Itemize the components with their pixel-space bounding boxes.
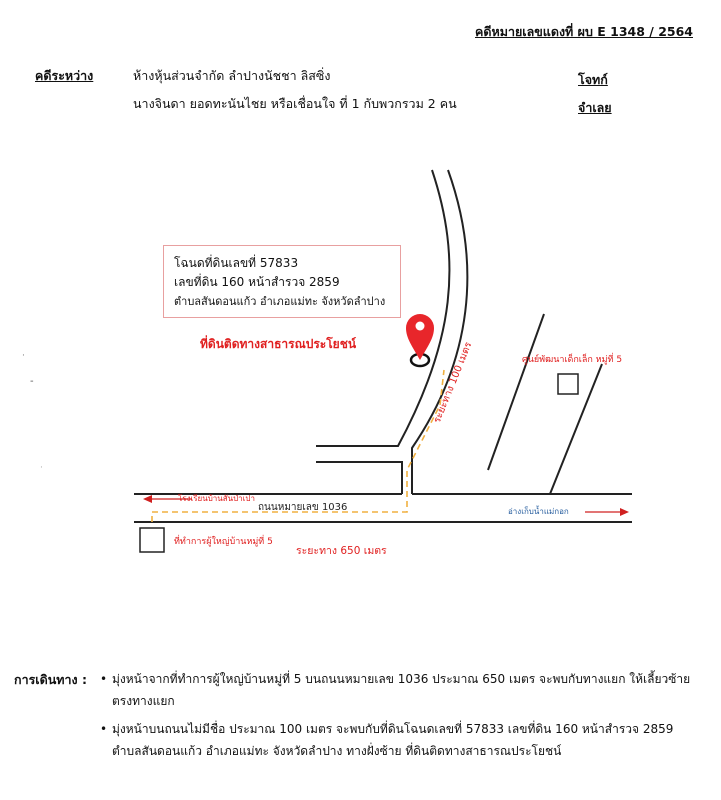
land-deed-box <box>163 245 401 318</box>
defendant-role: จำเลย <box>578 100 612 115</box>
village-office-label: ที่ทำการผู้ใหญ่บ้านหมู่ที่ 5 <box>174 537 273 547</box>
directions-label: การเดินทาง : <box>14 672 87 687</box>
distance-650-label: ระยะทาง 650 เมตร <box>296 545 387 557</box>
location-pin-icon <box>406 314 434 366</box>
village-office-building <box>140 528 164 552</box>
diagonal-road-edge-1 <box>488 314 544 470</box>
diagonal-road-a <box>412 314 544 494</box>
highway-label: ถนนหมายเลข 1036 <box>258 502 348 513</box>
diagonal-road-left <box>492 310 560 494</box>
childcare-center-building <box>558 374 578 394</box>
arrow-right-icon <box>585 508 629 516</box>
svg-text:·: · <box>22 351 25 361</box>
directions-list <box>100 668 700 768</box>
school-direction-label: โรงเรียนบ้านสันป่าเปา <box>178 494 255 503</box>
direction-step-1: • มุ่งหน้าจากที่ทำการผู้ใหญ่บ้านหมู่ที่ 5 บนถนนหมายเลข 1036 ประมาณ 650 เมตร จะพบกับทางแยก ให้เลี้ยวซ้ายตรงทางแยก <box>100 668 700 712</box>
distance-100-label: ระยะทาง 100 เมตร <box>431 340 475 425</box>
defendant-name: นางจินดา ยอดทะนันไชย หรือเชื่อนใจ ที่ 1 กับพวกรวม 2 คน <box>133 96 457 111</box>
svg-text:·: · <box>40 463 43 473</box>
diagonal-road-left-2 <box>528 314 544 494</box>
childcare-center-label: ศูนย์พัฒนาเด็กเล็ก หมู่ที่ 5 <box>522 355 623 365</box>
diagonal-road-edge-2 <box>412 470 488 494</box>
side-road-left-stub <box>316 462 402 494</box>
public-land-label: ที่ดินติดทางสาธารณประโยชน์ <box>200 337 357 351</box>
deed-line-3: ตำบลสันดอนแก้ว อำเภอแม่ทะ จังหวัดลำปาง <box>174 295 386 308</box>
deed-line-1: โฉนดที่ดินเลขที่ 57833 <box>174 256 299 270</box>
direction-step-2: • มุ่งหน้าบนถนนไม่มีชื่อ ประมาณ 100 เมตร จะพบกับที่ดินโฉนดเลขที่ 57833 เลขที่ดิน 160 หน้าสำรวจ 2859 ตำบลสันดอนแก้ว อำเภอแม่ทะ จังหวัดลำปาง ทางฝั่งซ้าย ที่ดินติดทางสาธารณประโยชน์ <box>100 718 700 762</box>
deed-line-2: เลขที่ดิน 160 หน้าสำรวจ 2859 <box>174 275 340 289</box>
reservoir-direction-label: อ่างเก็บน้ำแม่กอก <box>508 507 569 516</box>
between-label: คดีระหว่าง <box>35 68 94 83</box>
plaintiff-name: ห้างหุ้นส่วนจำกัด ลำปางนัชชา ลิสซิ่ง <box>133 68 331 83</box>
svg-text:-: - <box>30 376 34 387</box>
plaintiff-role: โจทก์ <box>578 72 608 87</box>
case-number: คดีหมายเลขแดงที่ ผบ E 1348 / 2564 <box>475 24 693 39</box>
